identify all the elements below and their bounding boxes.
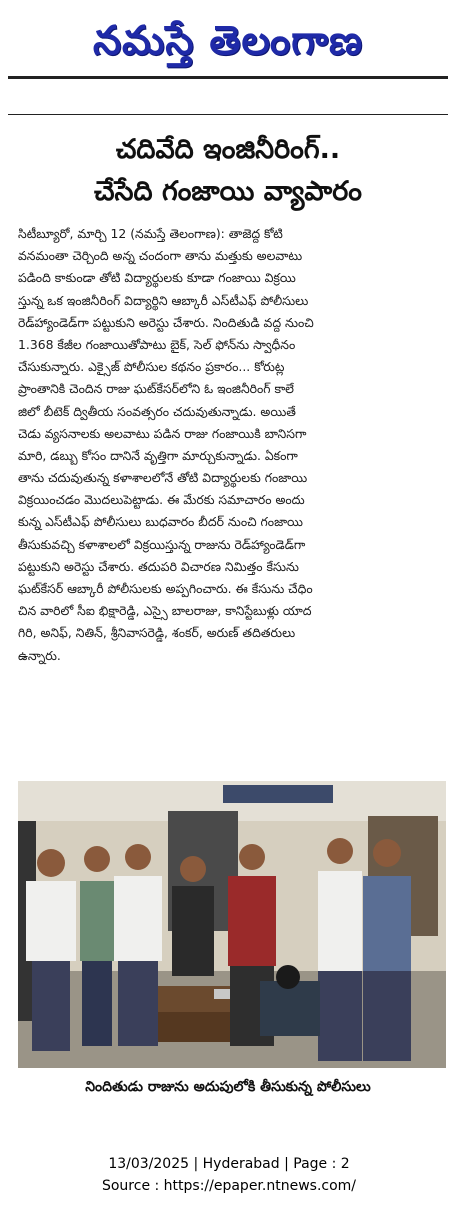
photo-caption: నిందితుడు రాజును అదుపులోకి తీసుకున్న పోలీసులు: [85, 1079, 371, 1095]
body-line: తీసుకువచ్చి కళాశాలలో విక్రయిస్తున్న రాజును రెడ్‌హ్యాండెడ్‌గా: [18, 536, 306, 552]
top-rule: [8, 114, 448, 115]
headline-line-1: చదివేది ఇంజినీరింగ్..: [115, 134, 341, 165]
body-line: సిటీబ్యూరో, మార్చి 12 (నమస్తే తెలంగాణ): తాజెద్ద కోటి: [18, 226, 283, 241]
body-line: విక్రయించడం మొదలుపెట్టాడు. ఈ మేరకు సమాచారం అందు: [18, 492, 305, 508]
body-line: ప్రాంతానికి చెందిన రాజు ఘట్‌కేసర్‌లోని ఓ ఇంజినీరింగ్ కాలే: [18, 381, 294, 397]
body-line: ఉన్నారు.: [18, 647, 61, 663]
body-line: స్తున్న ఒక ఇంజినీరింగ్ విద్యార్థిని ఆబ్కారీ ఎస్‌టీఎఫ్ పోలీసులు: [18, 292, 309, 308]
masthead-logo: నమస్తే తెలంగాణ: [92, 18, 364, 64]
body-line: మారి, డబ్బు కోసం దానినే వృత్తిగా మార్చుకున్నాడు. ఏకంగా: [18, 447, 298, 463]
body-line: గిరి, అనిఫ్, నితిన్, శ్రీనివాసరెడ్డి, శంకర్, అరుణ్ తదితరులు: [18, 625, 296, 641]
police-group-photo: [18, 781, 446, 1068]
body-line: పడింది కాకుండా తోటి విద్యార్థులకు కూడా గంజాయి విక్రయి: [18, 270, 296, 286]
body-line: చేసుకున్నారు. ఎక్సైజ్ పోలీసుల కథనం ప్రకారం... కోరుట్ల: [18, 359, 285, 375]
body-line: కున్న ఎస్‌టీఎఫ్ పోలీసులు బుధవారం బీదర్ నుంచి గంజాయి: [18, 514, 303, 530]
footer-meta: 13/03/2025 | Hyderabad | Page : 2: [108, 1156, 350, 1172]
article-body: [18, 223, 440, 667]
footer-source: Source : https://epaper.ntnews.com/: [101, 1178, 357, 1194]
body-line: జిలో బీటెక్ ద్వితీయ సంవత్సరం చదువుతున్నాడు. అయితే: [18, 403, 296, 419]
news-photo: [18, 781, 446, 1068]
body-line: చెడు వ్యసనాలకు అలవాటు పడిన రాజు గంజాయికి బానిసగా: [18, 425, 307, 441]
headline-line-2: చేసేది గంజాయి వ్యాపారం: [94, 176, 362, 207]
body-line: తాను చదువుతున్న కళాశాలలోనే తోటి విద్యార్థులకు గంజాయి: [18, 470, 308, 486]
body-line: చిన వారిలో సీఐ భిక్షారెడ్డి, ఎస్సై బాలరాజు, కానిస్టేబుళ్లు యాద: [18, 603, 312, 619]
body-line: వనమంతా చెర్చింది అన్న చందంగా తాను మత్తుకు అలవాటు: [18, 248, 303, 264]
body-line: 1.368 కేజీల గంజాయితోపాటు బైక్, సెల్ ఫోన్‌ను స్వాధీనం: [18, 336, 296, 352]
body-line: పట్టుకుని అరెస్టు చేశారు. తదుపరి విచారణ నిమిత్తం కేసును: [18, 558, 299, 574]
body-line: ఘట్‌కేసర్ ఆబ్కారీ పోలీసులకు అప్పగించారు. ఈ కేసును చేధిం: [18, 581, 313, 596]
body-line: రెడ్‌హ్యాండెడ్‌గా పట్టుకుని అరెస్టు చేశారు. నిందితుడి వద్ద నుంచి: [18, 314, 314, 330]
masthead-rule: [8, 76, 448, 79]
newspaper-clipping: [8, 4, 448, 1114]
